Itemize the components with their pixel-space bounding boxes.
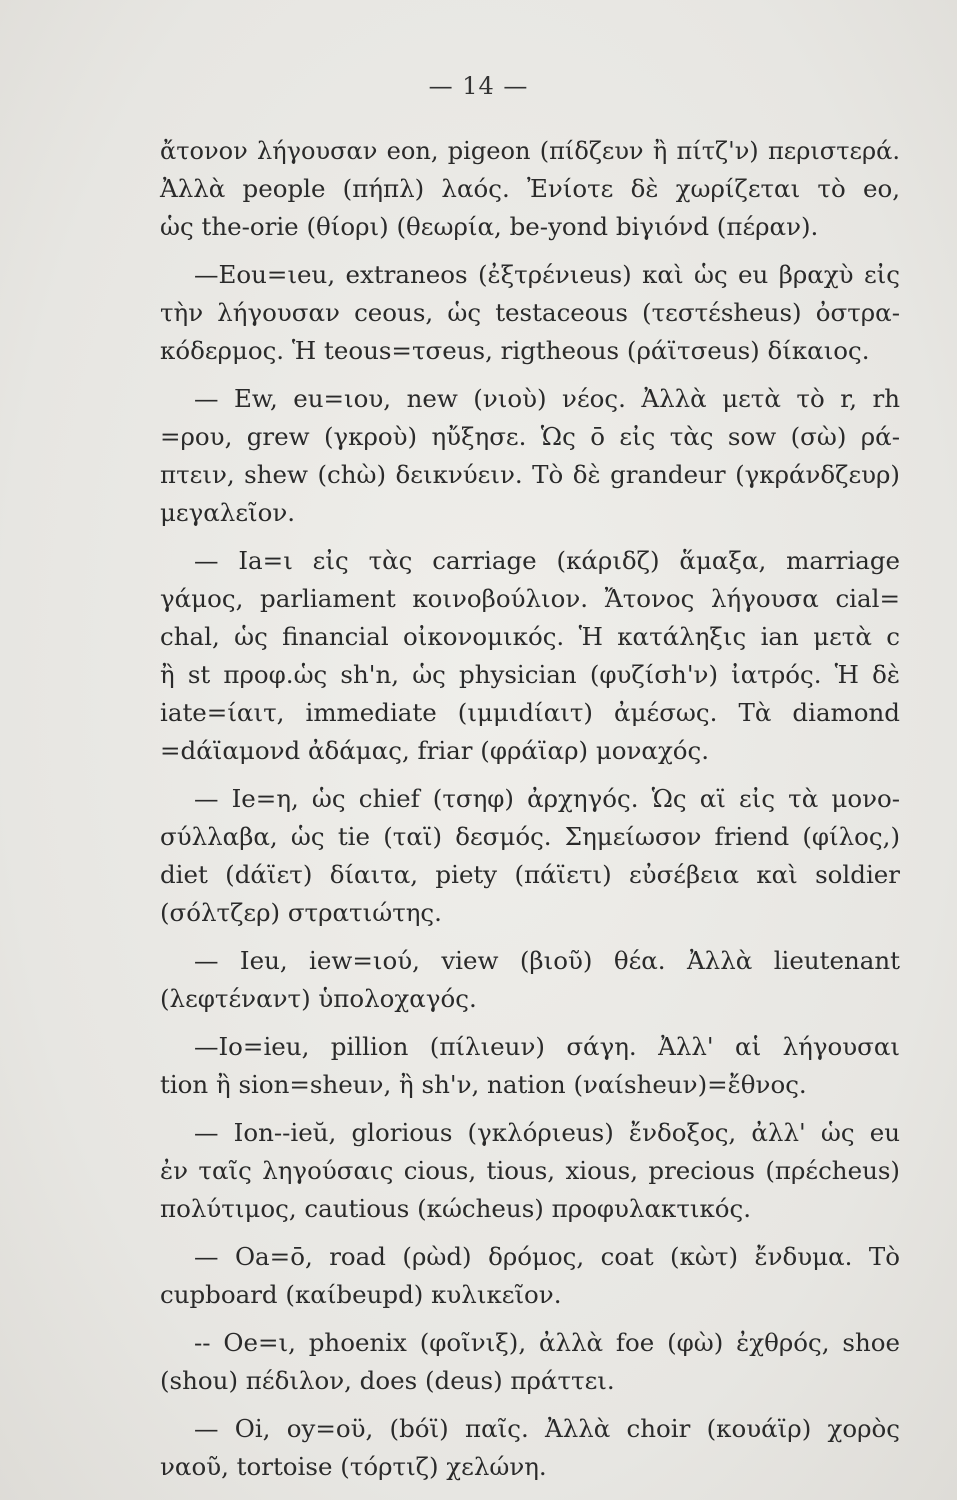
text-line: iate=ίαιτ, immediate (ιμμιdίαιτ) ἀμέσως. Τὰ diamond: [160, 698, 900, 727]
text-line: μεγαλεῖον.: [160, 498, 296, 527]
text-line: γάμος, parliament κοινοβούλιον. Ἄτονος λήγουσα cial=: [160, 584, 900, 613]
page-number: — 14 —: [428, 72, 529, 100]
paragraph-ie: [160, 780, 900, 932]
paragraph-oa: [160, 1238, 900, 1314]
text-line: — Ion--ieŭ, glorious (γκλόριeus) ἔνδοξος, ἀλλ' ὡς eu: [194, 1118, 900, 1147]
paragraph-oi: [160, 1410, 900, 1486]
text-line: κόδερμος. Ἡ teous=τσeus, rigtheous (ράϊτσeus) δίκαιος.: [160, 336, 870, 365]
text-line: (λεφτέναντ) ὑπολοχαγός.: [160, 984, 477, 1013]
text-line: — Ieu, iew=ιού, view (βιοῦ) θέα. Ἀλλὰ lieutenant: [194, 946, 900, 975]
paragraph-ia: [160, 542, 900, 770]
text-line: ναοῦ, tortoise (τόρτιζ) χελώνη.: [160, 1452, 547, 1481]
paragraph-eo: [160, 132, 900, 246]
text-line: — Oi, oy=οϋ, (bόϊ) παῖς. Ἀλλὰ choir (κουάϊρ) χορὸς: [194, 1414, 900, 1443]
paragraph-oe: [160, 1324, 900, 1400]
text-line: chal, ὡς financial οἰκονομικός. Ἡ κατάληξις ian μετὰ c: [160, 622, 900, 651]
text-line: — Oa=ō, road (ρὼd) δρόμος, coat (κὼτ) ἔνδυμα. Τὸ: [194, 1242, 900, 1271]
text-line: =ρου, grew (γκροὺ) ηὔξησε. Ὡς ō εἰς τὰς sow (σὼ) ρά-: [160, 422, 900, 451]
text-line: τὴν λήγουσαν ceous, ὡς testaceous (τεστέsheus) ὀστρα-: [160, 298, 900, 327]
text-line: πολύτιμος, cautious (κώcheus) προφυλακτικός.: [160, 1194, 752, 1223]
body-text: [160, 132, 900, 1496]
text-line: -- Oe=ι, phoenix (φοῖνιξ), ἀλλὰ foe (φὼ) ἐχθρός, shoe: [194, 1328, 900, 1357]
text-line: — Ew, eu=ιου, new (νιοὺ) νέος. Ἀλλὰ μετὰ τὸ r, rh: [194, 384, 900, 413]
text-line: Ἀλλὰ people (πήπλ) λαός. Ἐνίοτε δὲ χωρίζεται τὸ eo,: [160, 174, 900, 203]
text-line: ὡς the-orie (θίορι) (θεωρία, be-yond biγιόνd (πέραν).: [160, 212, 819, 241]
text-line: (shou) πέδιλον, does (deus) πράττει.: [160, 1366, 615, 1395]
text-line: (σόλτζερ) στρατιώτης.: [160, 898, 442, 927]
paragraph-io: [160, 1028, 900, 1104]
text-line: πτειν, shew (chὼ) δεικνύειν. Τὸ δὲ grandeur (γκράνδζευρ): [160, 460, 900, 489]
text-line: ἐν ταῖς ληγούσαις cious, tious, xious, precious (πρέcheus): [160, 1156, 900, 1185]
text-line: ἢ st προφ.ὡς sh'n, ὡς physician (φυζίσh'ν) ἰατρός. Ἡ δὲ: [160, 660, 900, 689]
text-line: diet (dάϊετ) δίαιτα, piety (πάϊετι) εὐσέβεια καὶ soldier: [160, 860, 900, 889]
text-line: ἄτονον λήγουσαν eon, pigeon (πίδζευν ἢ πίτζ'ν) περιστερά.: [160, 137, 900, 165]
paragraph-ion: [160, 1114, 900, 1228]
text-line: — Ia=ι εἰς τὰς carriage (κάριδζ) ἅμαξα, marriage: [194, 546, 900, 575]
text-line: =dάϊαμονd ἀδάμας, friar (φράϊαρ) μοναχός.: [160, 736, 710, 765]
paragraph-eou: [160, 256, 900, 370]
text-line: σύλλαβα, ὡς tie (ταϊ) δεσμός. Σημείωσον friend (φίλος,): [160, 822, 900, 851]
text-line: cupboard (καίbeupd) κυλικεῖον.: [160, 1280, 562, 1309]
text-line: — Ie=η, ὡς chief (τσηφ) ἀρχηγός. Ὡς αϊ εἰς τὰ μονο-: [194, 784, 900, 813]
paragraph-ieu: [160, 942, 900, 1018]
text-line: —Io=ieu, pillion (πίλιeuν) σάγη. Ἀλλ' αἱ λήγουσαι: [194, 1032, 900, 1061]
text-line: tion ἢ sion=sheuν, ἢ sh'ν, nation (ναίsheuν)=ἔθνος.: [160, 1070, 807, 1099]
paragraph-ew: [160, 380, 900, 532]
text-line: —Eou=ιeu, extraneos (ἐξτρένιeus) καὶ ὡς eu βραχὺ εἰς: [194, 260, 900, 289]
